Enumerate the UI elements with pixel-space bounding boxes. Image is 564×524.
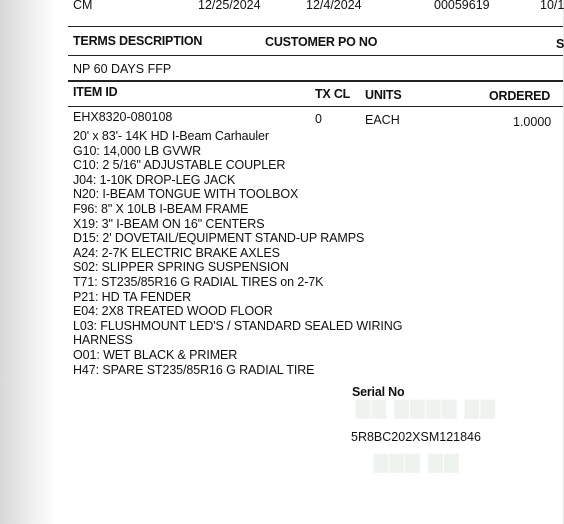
description-line: C10: 2 5/16" ADJUSTABLE COUPLER: [73, 158, 286, 173]
divider-item-header-bottom: [68, 106, 563, 107]
invoice-sheet: [56, 0, 563, 524]
description-line: O01: WET BLACK & PRIMER: [73, 347, 238, 362]
tx-cl-value: 0: [315, 112, 322, 126]
description-line: P21: HD TA FENDER: [73, 289, 192, 304]
item-id-header: ITEM ID: [73, 85, 118, 99]
description-line: N20: I-BEAM TONGUE WITH TOOLBOX: [73, 187, 299, 202]
description-line: E04: 2X8 TREATED WOOD FLOOR: [73, 304, 273, 319]
terms-description-header: TERMS DESCRIPTION: [73, 34, 203, 48]
description-line: 20' x 83'- 14K HD I-Beam Carhauler: [73, 129, 269, 143]
top-row-col4: 00059619: [434, 0, 490, 12]
item-description: [73, 129, 553, 377]
divider-item-header-top: [68, 80, 563, 82]
description-line: F96: 8" X 10LB I-BEAM FRAME: [73, 201, 249, 216]
description-line: D15: 2' DOVETAIL/EQUIPMENT STAND-UP RAMPS: [73, 231, 365, 246]
divider-terms: [68, 55, 563, 56]
units-header: UNITS: [365, 88, 402, 102]
description-line: S02: SLIPPER SPRING SUSPENSION: [73, 260, 289, 275]
units-value: EACH: [365, 113, 400, 127]
description-line: J04: 1-10K DROP-LEG JACK: [73, 172, 236, 187]
serial-value: 5R8BC202XSM121846: [351, 430, 481, 444]
description-line: A24: 2-7K ELECTRIC BRAKE AXLES: [73, 245, 280, 260]
terms-value: NP 60 DAYS FFP: [73, 62, 172, 76]
description-line: T71: ST235/85R16 G RADIAL TIRES on 2-7K: [73, 274, 324, 289]
top-row-col3: 12/4/2024: [306, 0, 362, 12]
ordered-value: 1.0000: [513, 115, 552, 129]
page-shadow: [0, 0, 56, 524]
tx-cl-header: TX CL: [315, 87, 351, 101]
description-line: X19: 3" I-BEAM ON 16" CENTERS: [73, 216, 265, 231]
ordered-header: ORDERED: [489, 89, 551, 103]
description-line: H47: SPARE ST235/85R16 G RADIAL TIRE: [73, 362, 315, 377]
customer-po-header: CUSTOMER PO NO: [265, 35, 378, 49]
top-row-col5: 10/1: [540, 0, 564, 12]
top-row-col1: CM: [73, 0, 93, 12]
bleed-through-mark: ▇▇▇ ▇▇: [374, 452, 461, 472]
header-truncated-s: S: [556, 37, 564, 51]
serial-label: Serial No: [352, 385, 405, 399]
item-id-value: EHX8320-080108: [73, 110, 173, 124]
description-line: HARNESS: [73, 333, 133, 348]
divider-top: [68, 26, 563, 27]
bleed-through-mark: ▇▇ ▇▇▇▇ ▇▇: [356, 398, 497, 418]
top-row-col2: 12/25/2024: [198, 0, 261, 12]
description-line: G10: 14,000 LB GVWR: [73, 143, 202, 158]
description-line: L03: FLUSHMOUNT LED'S / STANDARD SEALED WIRING: [73, 318, 403, 333]
